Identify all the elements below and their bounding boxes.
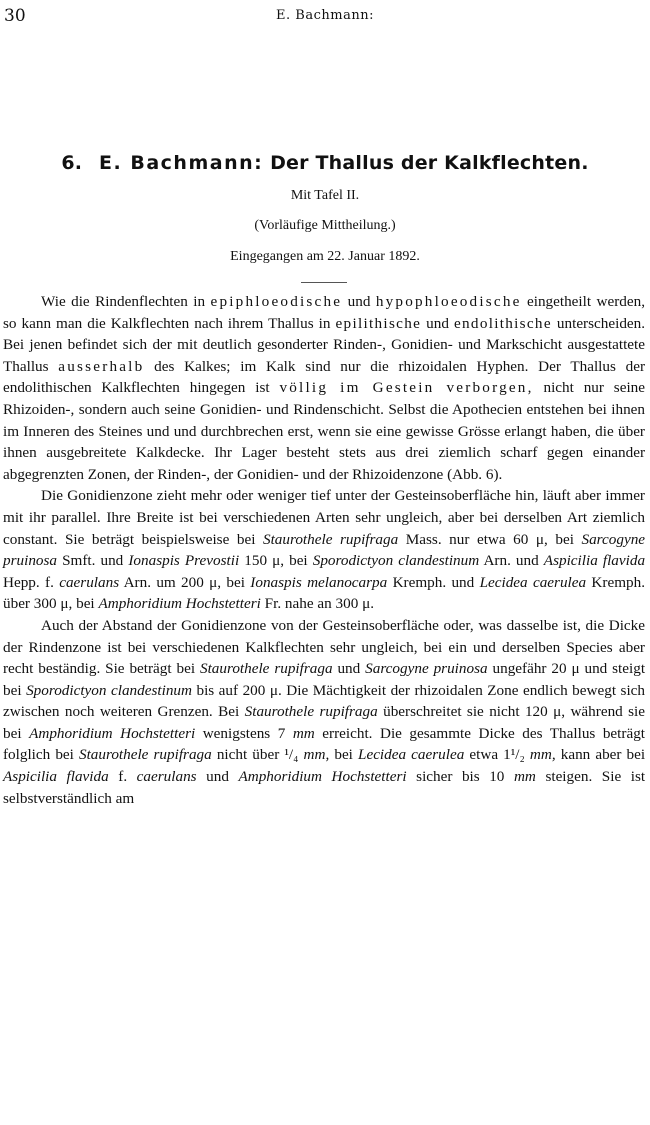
running-title: E. Bachmann:	[276, 8, 374, 23]
running-header	[0, 6, 650, 28]
paragraph-1: Wie die Rindenflechten in epiphloeodische und hypophloeodische eingetheilt werden, so kann man die Kalkflechten nach ihrem Thallus in epilithische und endolithische unterscheiden. Bei jenen befindet sich der mit deutlich gesonderter Rinden-, Gonidien- und Markschicht ausgestattete Thallus ausserhalb des Kalkes; im Kalk sind nur die rhizoidalen Hyphen. Der Thallus der endolithischen Kalkflechten hingegen ist völlig im Gestein verborgen, nicht nur seine Rhizoiden-, sondern auch seine Gonidien- und Rindenschicht. Selbst die Apothecien entstehen bei ihnen im Inneren des Steines und und durchbrechen erst, wenn sie eine gewisse Grösse erlangt haben, die über ihnen ausgebreitete Kalkdecke. Ihr Lager besteht stets aus drei ziemlich scharf gegen einander abgegrenzten Zonen, der Rinden-, der Gonidien- und der Rhizoidenzone (Abb. 6).	[3, 293, 646, 483]
page-number: 30	[4, 6, 26, 26]
paragraph-3: Auch der Abstand der Gonidienzone von der Gesteinsoberfläche oder, was dasselbe ist, die Dicke der Rindenzone ist bei verschiedenen Kalkflechten sehr ungleich, bei ein und derselben Species aber recht beständig. Sie beträgt bei Staurothele rupifraga und Sarcogyne pruinosa ungefähr 20 μ und steigt bei Sporodictyon clandestinum bis auf 200 μ. Die Mächtigkeit der rhizoidalen Zone endlich bewegt sich zwischen noch weiteren Grenzen. Bei Staurothele rupifraga überschreitet sie nicht 120 μ, während sie bei Amphoridium Hochstetteri wenigstens 7 mm erreicht. Die gesammte Dicke des Thallus beträgt folglich bei Staurothele rupifraga nicht über ¹/₄ mm, bei Lecidea caerulea etwa 1¹/₂ mm, kann aber bei Aspicilia flavida f. caerulans und Amphoridium Hochstetteri sicher bis 10 mm steigen. Sie ist selbstverständlich am	[3, 616, 646, 807]
plate-note: Mit Tafel II.	[290, 188, 360, 203]
received-date: Eingegangen am 22. Januar 1892.	[230, 249, 420, 264]
paragraph-2: Die Gonidienzone zieht mehr oder weniger tief unter der Gesteinsoberfläche hin, läuft aber immer mit ihr parallel. Ihre Breite ist bei verschiedenen Arten sehr ungleich, aber bei derselben Art ziemlich constant. Sie beträgt beispielsweise bei Staurothele rupifraga Mass. nur etwa 60 μ, bei Sarcogyne pruinosa Smft. und Ionaspis Prevostii 150 μ, bei Sporodictyon clandestinum Arn. und Aspicilia flavida Hepp. f. caerulans Arn. um 200 μ, bei Ionaspis melanocarpa Kremph. und Lecidea caerulea Kremph. über 300 μ, bei Amphoridium Hochstetteri Fr. nahe an 300 μ.	[3, 487, 646, 613]
article-title-text: Der Thallus der Kalkflechten.	[270, 152, 589, 174]
article-title	[0, 152, 650, 174]
preliminary-note: (Vorläufige Mittheilung.)	[254, 218, 396, 233]
article-number: 6.	[61, 152, 83, 174]
title-divider	[301, 282, 347, 283]
article-author: E. Bachmann:	[99, 152, 264, 174]
article-body	[3, 291, 645, 809]
